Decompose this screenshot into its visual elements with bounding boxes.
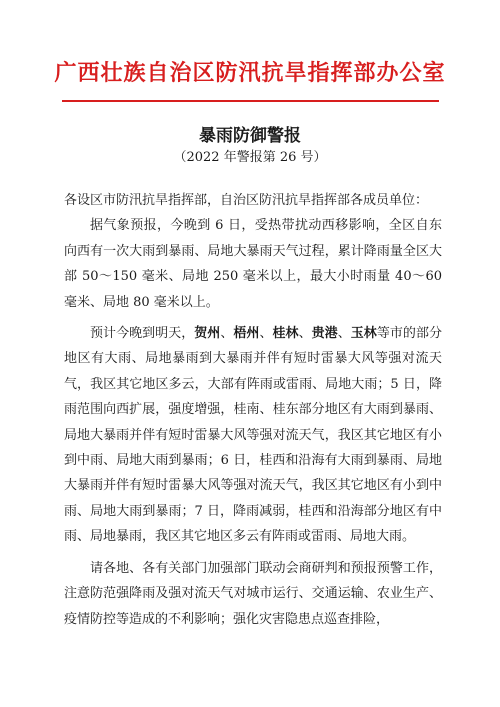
document-body (64, 188, 442, 632)
issuer-header: 广西壮族自治区防汛抗旱指挥部办公室 (54, 60, 446, 86)
red-divider (62, 100, 439, 102)
city-name: 玉林 (350, 326, 377, 342)
city-name: 贵港 (311, 326, 338, 342)
outlook-prefix: 预计今晚到明天， (90, 326, 195, 342)
paragraph-outlook (64, 321, 442, 550)
salutation: 各设区市防汛抗旱指挥部，自治区防汛抗旱指挥部各成员单位： (64, 193, 429, 208)
city-separator: 、 (220, 326, 234, 342)
paragraph-forecast: 据气象预报，今晚到 6 日，受热带扰动西移影响，全区自东向西有一次大雨到暴雨、局地大暴雨天气过程，累计降雨量全区大部 50～150 毫米、局地 250 毫米以上，最大小时雨量 40～60 毫米、局地 80 毫米以上。 (64, 218, 442, 310)
city-name: 梧州 (233, 326, 260, 342)
document-number: （2022 年警报第 26 号） (173, 150, 327, 165)
city-separator: 、 (298, 326, 312, 342)
city-separator: 、 (259, 326, 273, 342)
document-title: 暴雨防御警报 (199, 126, 301, 146)
city-separator: 、 (337, 326, 351, 342)
city-name: 贺州 (194, 326, 221, 342)
paragraph-instructions: 请各地、各有关部门加强部门联动会商研判和预报预警工作，注意防范强降雨及强对流天气对城市运行、交通运输、农业生产、疫情防控等造成的不利影响；强化灾害隐患点巡查排险， (64, 560, 442, 627)
city-name: 桂林 (272, 326, 299, 342)
outlook-rest: 等市的部分地区有大雨、局地暴雨到大暴雨并伴有短时雷暴大风等强对流天气，我区其它地区多云，大部有阵雨或雷雨、局地大雨；5 日，降雨范围向西扩展，强度增强，桂南、桂东部分地区有大雨到暴雨、局地大暴雨并伴有短时雷暴大风等强对流天气，我区其它地区有小到中雨、局地大雨到暴雨；6 日，桂西和沿海有大雨到暴雨、局地大暴雨并伴有短时雷暴大风等强对流天气，我区其它地区有小到中雨、局地大雨到暴雨；7 日，降雨减弱，桂西和沿海部分地区有中雨、局地暴雨，我区其它地区多云有阵雨或雷雨、局地大雨。 (64, 326, 442, 545)
